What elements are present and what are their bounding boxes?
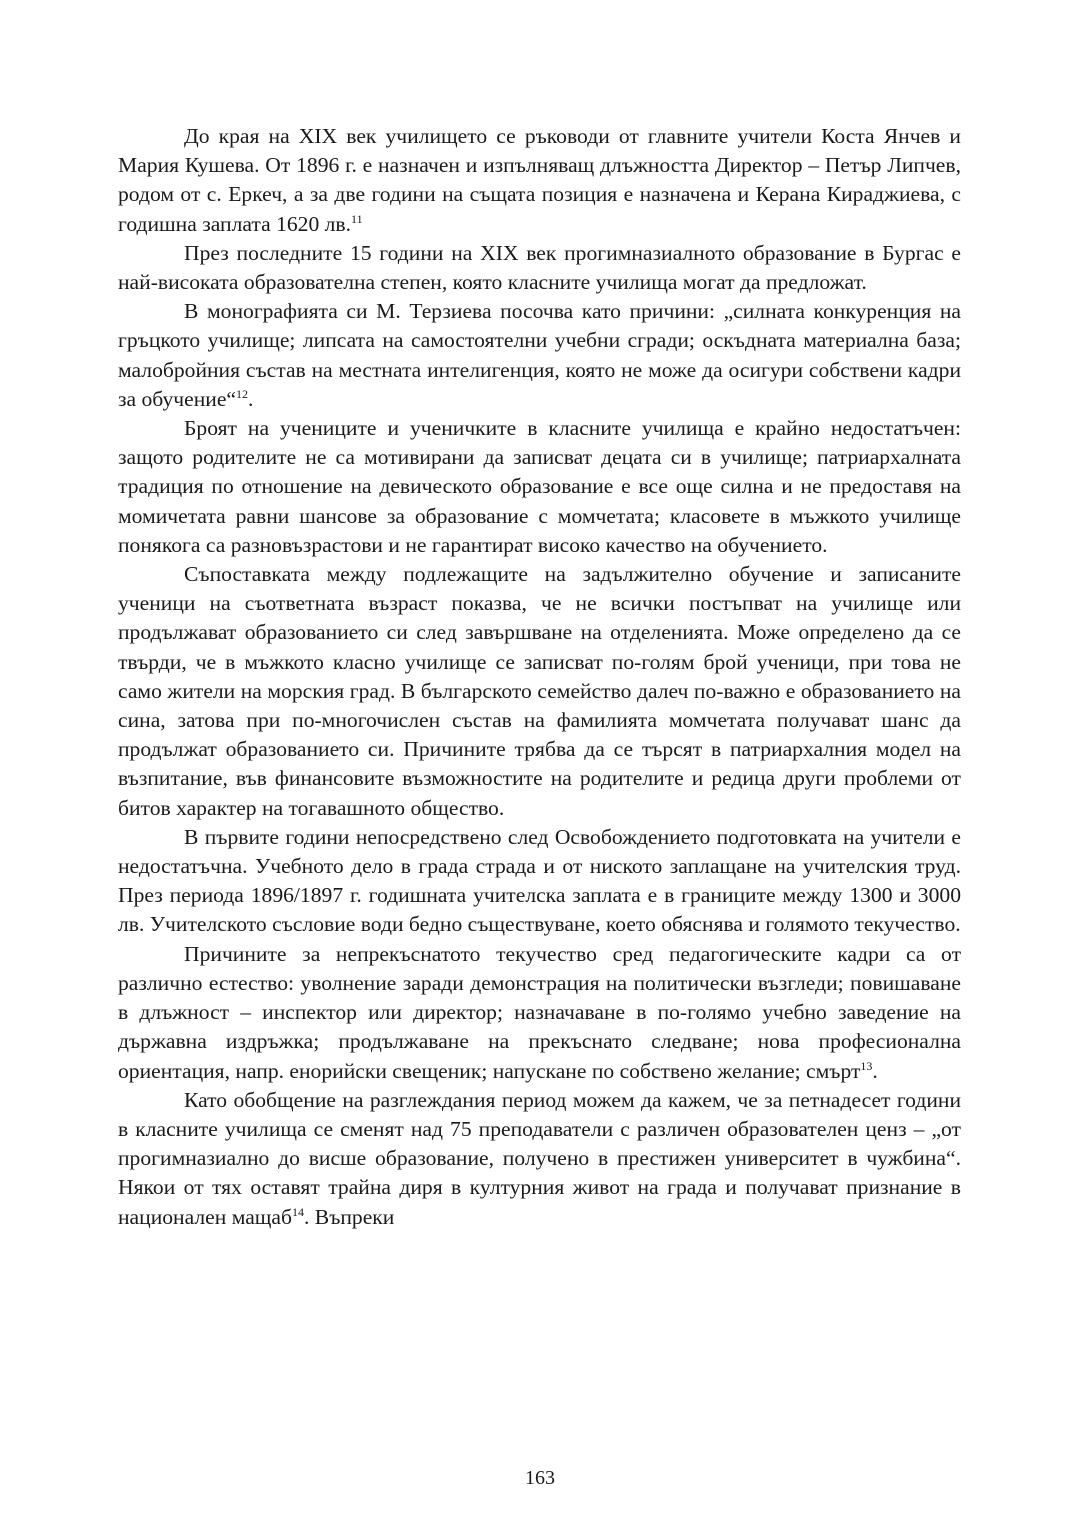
paragraph [118, 940, 961, 1086]
paragraph-text: Като обобщение на разглеждания период можем да кажем, че за петнадесет години в класните училища се сменят над 75 преподаватели с различен образователен ценз – „от прогимназиално до висше образование, получено в престижен университет в чужбина“. Някои от тях оставят трайна диря в културния живот на града и получават признание в национален мащаб [118, 1087, 961, 1229]
paragraph-text: Съпоставката между подлежащите на задължително обучение и записаните ученици на съответната възраст показва, че не всички постъпват на училище или продължават образованието си след завършване на отделенията. Може определено да се твърди, че в мъжкото класно училище се записват по-голям брой ученици, при това не само жители на морския град. В българското семейство далеч по-важно е образованието на сина, затова при по-многочислен състав на фамилията момчетата получават шанс да продължат образованието си. Причините трябва да се търсят в патриархалния модел на възпитание, във финансовите възможностите на родителите и редица други проблеми от битов характер на тогавашното общество. [118, 562, 961, 820]
footnote-ref: 13 [860, 1058, 873, 1073]
paragraph-text: В първите години непосредствено след Освобождението подготовката на учители е недостатъчна. Учебното дело в града страда и от ниското заплащане на учителския труд. През периода 1896/1897 г. годишната учителска заплата е в границите между 1300 и 3000 лв. Учителското съсловие води бедно съществуване, което обяснява и голямото текучество. [118, 824, 961, 937]
paragraph-text: Причините за непрекъснатото текучество сред педагогическите кадри са от различно естество: уволнение заради демонстрация на политически възгледи; повишаване в длъжност – инспектор или директор; назначаване в по-голямо учебно заведение на държавна издръжка; продължаване на прекъснато следване; нова професионална ориентация, напр. енорийски свещеник; напускане по собствено желание; смърт [118, 941, 961, 1083]
paragraph [118, 122, 961, 239]
paragraph [118, 297, 961, 414]
footnote-ref: 12 [236, 386, 248, 401]
body-text [118, 122, 961, 1232]
paragraph-text: През последните 15 години на XIX век прогимназиалното образование в Бургас е най-високата образователна степен, която класните училища могат да предложат. [118, 240, 961, 295]
paragraph-tail: . Въпреки [304, 1204, 395, 1229]
paragraph [118, 560, 961, 823]
paragraph [118, 414, 961, 560]
footnote-ref: 14 [292, 1204, 304, 1219]
paragraph-text: Броят на учениците и ученичките в класните училища е крайно недостатъчен: защото родителите не са мотивирани да записват децата си в училище; патриархалната традиция по отношение на девическото образование е все още силна и не предоставя на момичетата равни шансове за образование с момчетата; класовете в мъжкото училище понякога са разновъзрастови и не гарантират високо качество на обучението. [118, 416, 961, 557]
footnote-ref: 11 [351, 211, 363, 226]
paragraph [118, 1086, 961, 1232]
paragraph-tail: . [872, 1058, 878, 1083]
paragraph-text: В монографията си М. Терзиева посочва като причини: „силната конкуренция на гръцкото училище; липсата на самостоятелни учебни сгради; оскъдната материална база; малобройния състав на местната интелигенция, която не може да осигури собствени кадри за обучение“ [118, 299, 961, 411]
paragraph-tail: . [248, 386, 254, 411]
paragraph-text: До края на XIX век училището се ръководи от главните учители Коста Янчев и Мария Кушева. От 1896 г. е назначен и изпълняващ длъжността Директор – Петър Липчев, родом от с. Еркеч, а за две години на същата позиция е назначена и Керана Кираджиева, с годишна заплата 1620 лв. [118, 124, 961, 236]
page-number: 163 [525, 1467, 555, 1489]
paragraph [118, 239, 961, 297]
paragraph [118, 823, 961, 940]
